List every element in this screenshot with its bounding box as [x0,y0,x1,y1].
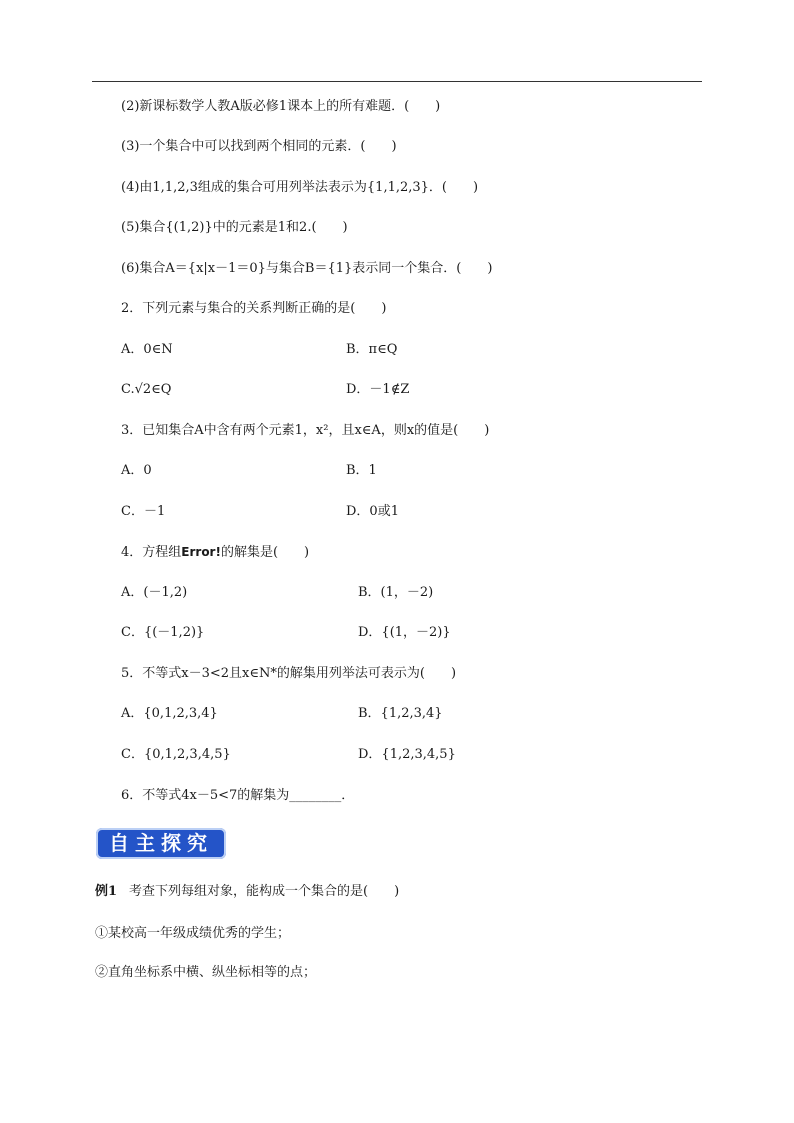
error-field-text: Error! [181,545,221,559]
question-4-option-b: B．(1，－2) [358,585,434,600]
question-3-option-b: B．1 [346,463,377,478]
question-5-option-c: C．{0,1,2,3,4,5} [121,747,231,762]
example-stem: 考查下列每组对象，能构成一个集合的是( ) [129,884,400,899]
question-2-option-c: C.√2∈Q [121,382,172,397]
example-1 [95,883,399,901]
section-heading-badge: 自主探究 [96,828,226,859]
question-2-option-b: B．π∈Q [346,342,398,357]
question-5-option-a: A．{0,1,2,3,4} [121,706,218,721]
question-6-stem: 6．不等式4x－5<7的解集为________． [121,788,355,803]
example-label: 例1 [95,884,118,899]
judgement-item-2: (2)新课标数学人教A版必修1课本上的所有难题．( ) [121,99,441,114]
question-4-stem-pre: 4．方程组 [121,545,182,560]
question-3-option-c: C．－1 [121,504,166,519]
judgement-item-4: (4)由1,1,2,3组成的集合可用列举法表示为{1,1,2,3}．( ) [121,180,479,195]
judgement-item-5: (5)集合{(1,2)}中的元素是1和2.( ) [121,220,348,235]
question-4-option-a: A．(－1,2) [121,585,188,600]
judgement-item-3: (3)一个集合中可以找到两个相同的元素．( ) [121,139,397,154]
judgement-item-6: (6)集合A＝{x|x－1＝0}与集合B＝{1}表示同一个集合．( ) [121,261,493,276]
example-item-1: ①某校高一年级成绩优秀的学生； [95,926,291,941]
question-3-stem: 3．已知集合A中含有两个元素1，x²，且x∈A，则x的值是( ) [121,423,490,438]
question-2-option-a: A．0∈N [121,342,173,357]
question-4-stem [121,543,309,562]
header-rule [92,81,702,82]
question-4-stem-post: 的解集是( ) [220,545,310,560]
question-2-option-d: D．－1∉Z [346,382,410,397]
question-3-option-d: D．0或1 [346,504,399,519]
question-5-option-b: B．{1,2,3,4} [358,706,443,721]
example-item-2: ②直角坐标系中横、纵坐标相等的点； [95,965,317,980]
question-4-option-d: D．{(1，－2)} [358,625,451,640]
question-3-option-a: A．0 [121,463,152,478]
question-4-option-c: C．{(－1,2)} [121,625,205,640]
question-5-stem: 5．不等式x－3<2且x∈N*的解集用列举法可表示为( ) [121,666,457,681]
question-5-option-d: D．{1,2,3,4,5} [358,747,456,762]
question-2-stem: 2．下列元素与集合的关系判断正确的是( ) [121,301,387,316]
